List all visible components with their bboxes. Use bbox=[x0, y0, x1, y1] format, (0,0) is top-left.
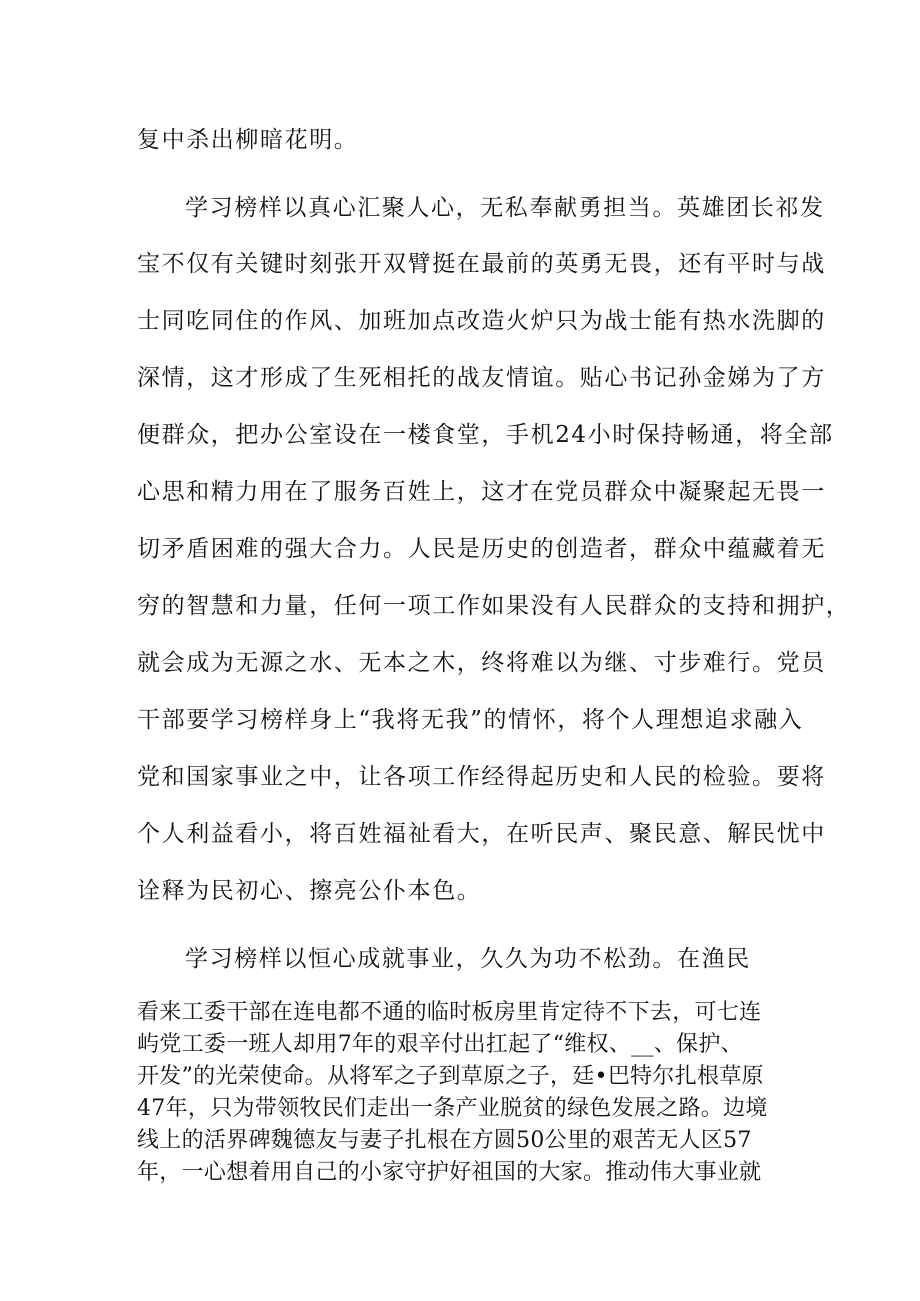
paragraph-2-line-2: 宝不仅有关键时刻张开双臂挺在最前的英勇无畏，还有平时与战 bbox=[137, 251, 826, 277]
paragraph-2-line-6: 心思和精力用在了服务百姓上，这才在党员群众中凝聚起无畏一 bbox=[137, 479, 826, 505]
paragraph-2-line-10: 干部要学习榜样身上“我将无我”的情怀，将个人理想追求融入 bbox=[137, 707, 804, 733]
paragraph-4-line-6: 年，一心想着用自己的小家守护好祖国的大家。推动伟大事业就 bbox=[137, 1160, 762, 1185]
paragraph-4-line-3: 开发”的光荣使命。从将军之子到草原之子，廷•巴特尔扎根草原 bbox=[137, 1064, 764, 1089]
paragraph-2-line-5: 便群众，把办公室设在一楼食堂，手机24小时保持畅通，将全部 bbox=[137, 422, 834, 448]
paragraph-2-line-7: 切矛盾困难的强大合力。人民是历史的创造者，群众中蕴藏着无 bbox=[137, 536, 826, 562]
paragraph-4-line-5: 线上的活界碑魏德友与妻子扎根在方圆50公里的艰苦无人区57 bbox=[137, 1128, 752, 1153]
paragraph-2-line-11: 党和国家事业之中，让各项工作经得起历史和人民的检验。要将 bbox=[137, 764, 826, 790]
paragraph-4-line-2: 屿党工委一班人却用7年的艰辛付出扛起了“维权、__、保护、 bbox=[137, 1032, 743, 1057]
paragraph-2-line-8: 穷的智慧和力量，任何一项工作如果没有人民群众的支持和拥护， bbox=[137, 593, 851, 619]
paragraph-2-line-12: 个人利益看小，将百姓福祉看大，在听民声、聚民意、解民忧中 bbox=[137, 821, 826, 847]
paragraph-2-line-4: 深情，这才形成了生死相托的战友情谊。贴心书记孙金娣为了方 bbox=[137, 365, 826, 391]
paragraph-2-line-13: 诠释为民初心、擦亮公仆本色。 bbox=[137, 878, 482, 904]
paragraph-2-line-1: 学习榜样以真心汇聚人心，无私奉献勇担当。英雄团长祁发 bbox=[185, 195, 825, 221]
paragraph-2-line-9: 就会成为无源之水、无本之木，终将难以为继、寸步难行。党员 bbox=[137, 650, 826, 676]
paragraph-4-line-1: 看来工委干部在连电都不通的临时板房里肯定待不下去，可七连 bbox=[137, 1000, 762, 1025]
paragraph-2-line-3: 士同吃同住的作风、加班加点改造火炉只为战士能有热水洗脚的 bbox=[137, 308, 826, 334]
paragraph-4-line-4: 47年，只为带领牧民们走出一条产业脱贫的绿色发展之路。边境 bbox=[137, 1096, 768, 1121]
paragraph-1-line-1: 复中杀出柳暗花明。 bbox=[137, 127, 359, 153]
paragraph-3-line-1: 学习榜样以恒心成就事业，久久为功不松劲。在渔民 bbox=[185, 946, 751, 972]
